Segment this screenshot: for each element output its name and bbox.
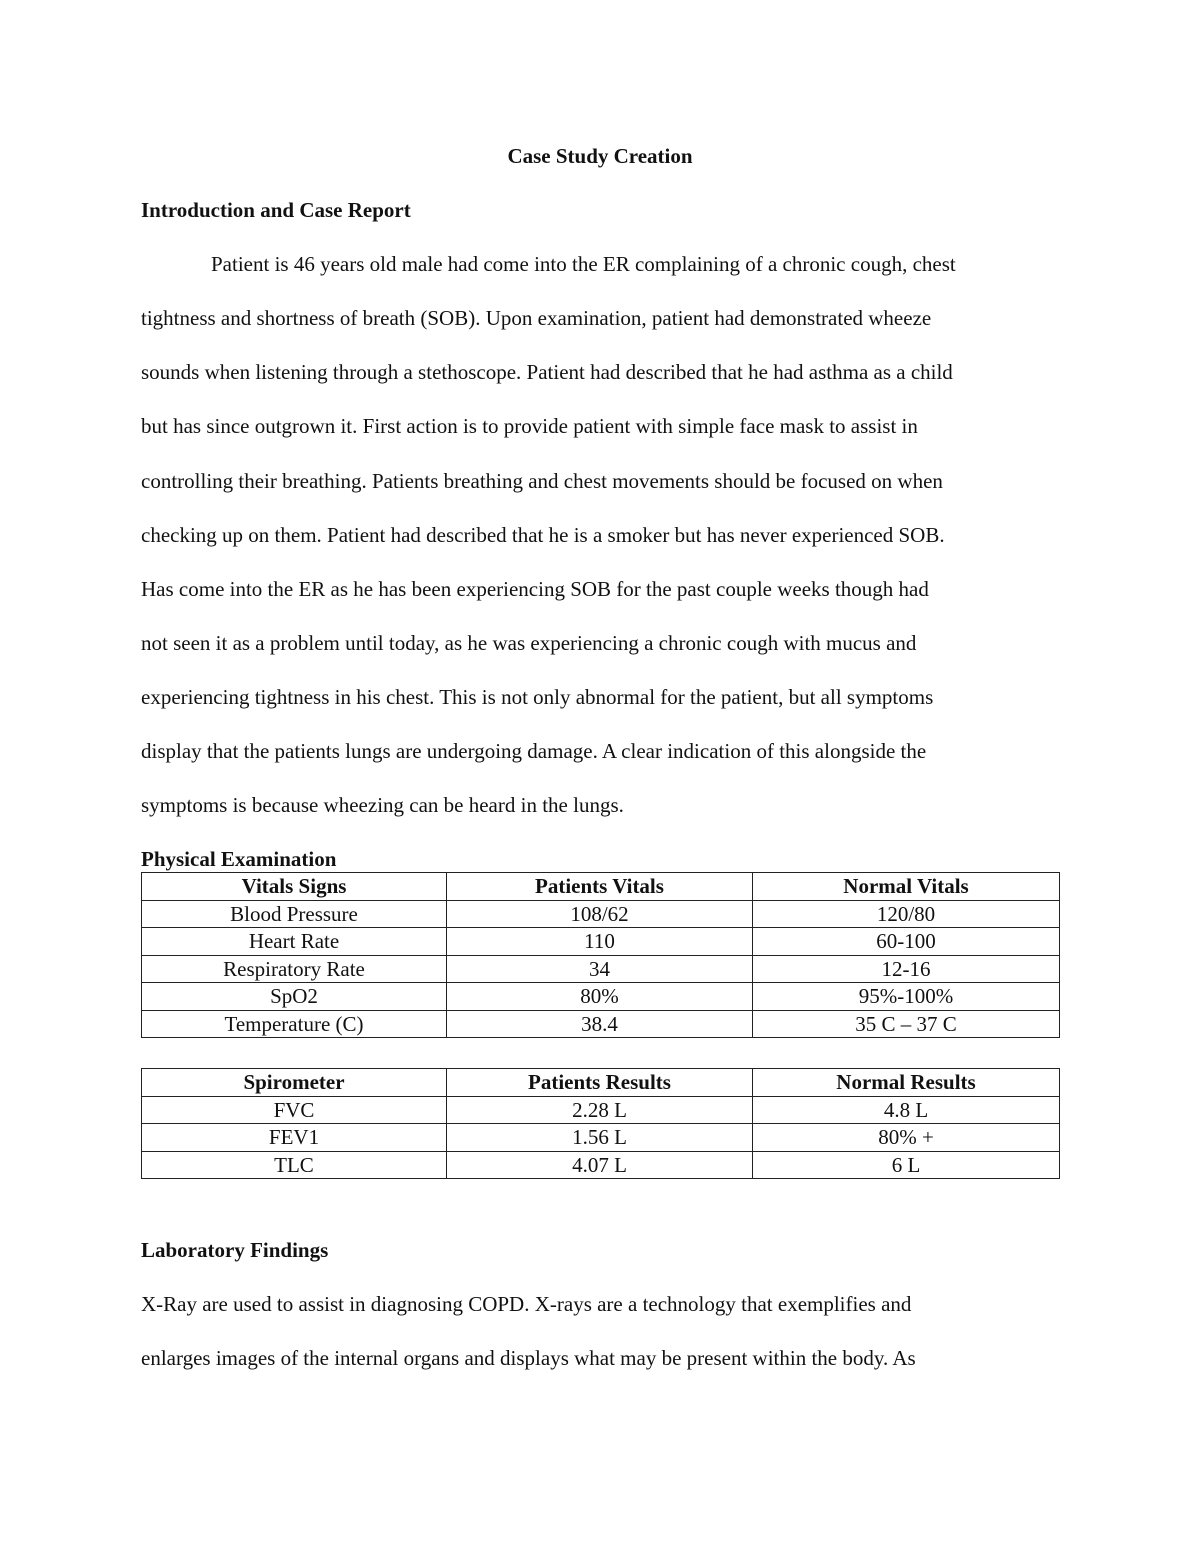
intro-line: Patient is 46 years old male had come into the ER complaining of a chronic cough, chest: [211, 252, 956, 276]
intro-heading: Introduction and Case Report: [141, 198, 411, 222]
table-cell: 80% +: [753, 1124, 1060, 1152]
table-header-row: [142, 873, 1060, 901]
table-header-row: [142, 1069, 1060, 1097]
table-row: [142, 1151, 1060, 1179]
table-cell: 4.07 L: [447, 1151, 753, 1179]
spirometer-table: [141, 1068, 1060, 1179]
table-row: [142, 928, 1060, 956]
table-cell: 110: [447, 928, 753, 956]
table-cell: 95%-100%: [753, 983, 1060, 1011]
column-header: Normal Results: [753, 1069, 1060, 1097]
document-title: Case Study Creation: [507, 144, 693, 168]
lab-line: enlarges images of the internal organs and displays what may be present within the body. As: [141, 1346, 916, 1370]
table-row: [142, 983, 1060, 1011]
intro-line: controlling their breathing. Patients breathing and chest movements should be focused on when: [141, 469, 943, 493]
intro-line: but has since outgrown it. First action is to provide patient with simple face mask to assist in: [141, 414, 918, 438]
table-cell: 80%: [447, 983, 753, 1011]
table-cell: 38.4: [447, 1010, 753, 1038]
intro-line: tightness and shortness of breath (SOB). Upon examination, patient had demonstrated wheeze: [141, 306, 932, 330]
table-cell: 35 C – 37 C: [753, 1010, 1060, 1038]
table-cell: Heart Rate: [142, 928, 447, 956]
table-cell: Blood Pressure: [142, 900, 447, 928]
intro-line: experiencing tightness in his chest. This is not only abnormal for the patient, but all symptoms: [141, 685, 934, 709]
column-header: Patients Vitals: [447, 873, 753, 901]
intro-line: Has come into the ER as he has been experiencing SOB for the past couple weeks though had: [141, 577, 929, 601]
table-cell: 12-16: [753, 955, 1060, 983]
table-cell: Respiratory Rate: [142, 955, 447, 983]
table-row: [142, 955, 1060, 983]
table-cell: 120/80: [753, 900, 1060, 928]
table-row: [142, 1096, 1060, 1124]
table-cell: 60-100: [753, 928, 1060, 956]
table-row: [142, 900, 1060, 928]
table-row: [142, 1010, 1060, 1038]
table-cell: FVC: [142, 1096, 447, 1124]
intro-line: symptoms is because wheezing can be heard in the lungs.: [141, 793, 624, 817]
column-header: Patients Results: [447, 1069, 753, 1097]
table-cell: 34: [447, 955, 753, 983]
table-cell: FEV1: [142, 1124, 447, 1152]
table-cell: 1.56 L: [447, 1124, 753, 1152]
column-header: Normal Vitals: [753, 873, 1060, 901]
vitals-table: [141, 872, 1060, 1038]
lab-findings-heading: Laboratory Findings: [141, 1238, 329, 1262]
intro-line: display that the patients lungs are undergoing damage. A clear indication of this alongside the: [141, 739, 927, 763]
table-cell: 4.8 L: [753, 1096, 1060, 1124]
table-cell: 2.28 L: [447, 1096, 753, 1124]
table-row: [142, 1124, 1060, 1152]
lab-line: X-Ray are used to assist in diagnosing COPD. X-rays are a technology that exemplifies and: [141, 1292, 912, 1316]
intro-line: not seen it as a problem until today, as he was experiencing a chronic cough with mucus and: [141, 631, 917, 655]
physical-exam-heading: Physical Examination: [141, 847, 337, 871]
column-header: Spirometer: [142, 1069, 447, 1097]
table-cell: 6 L: [753, 1151, 1060, 1179]
table-cell: SpO2: [142, 983, 447, 1011]
intro-line: sounds when listening through a stethoscope. Patient had described that he had asthma as a child: [141, 360, 953, 384]
table-cell: 108/62: [447, 900, 753, 928]
table-cell: TLC: [142, 1151, 447, 1179]
intro-line: checking up on them. Patient had described that he is a smoker but has never experienced SOB.: [141, 523, 945, 547]
column-header: Vitals Signs: [142, 873, 447, 901]
table-cell: Temperature (C): [142, 1010, 447, 1038]
